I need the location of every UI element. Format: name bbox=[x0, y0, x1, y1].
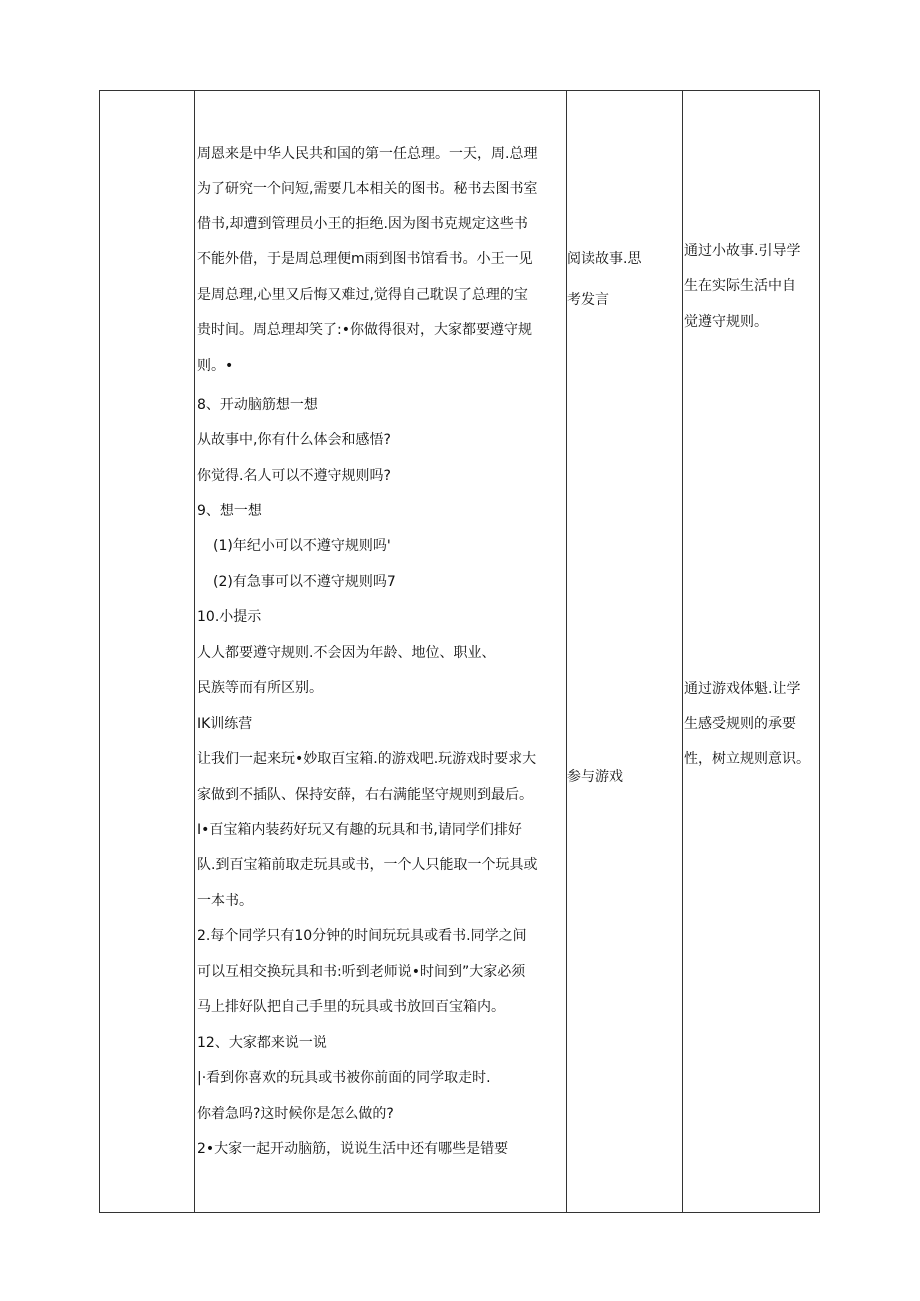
content-line: 是周总理,心里又后悔又难过,觉得自己耽误了总理的宝 bbox=[197, 287, 528, 303]
question-item: (2)有急事可以不遵守规则吗7 bbox=[213, 574, 396, 590]
story-intent-text: 生在实际生活中自 bbox=[684, 278, 796, 294]
content-line: 周恩来是中华人民共和国的第一任总理。一天，周.总理 bbox=[197, 146, 538, 162]
story-activity-label: 阅读故事.思 bbox=[567, 251, 642, 267]
content-line: 你觉得.名人可以不遵守规则吗? bbox=[197, 468, 391, 484]
game-intent-text: 生感受规则的承要 bbox=[684, 716, 796, 732]
rule-item: 2.每个同学只有10分钟的时间玩玩具或看书.同学之间 bbox=[197, 928, 527, 944]
section-heading: 10.小提示 bbox=[197, 609, 262, 625]
game-intent-text: 通过游戏体魁.让学 bbox=[684, 681, 801, 697]
content-line: 民族等而有所区别。 bbox=[197, 680, 323, 696]
content-line: 从故事中,你有什么体会和感悟? bbox=[197, 432, 391, 448]
content-line: 则。• bbox=[197, 358, 234, 374]
story-intent-text: 通过小故事.引导学 bbox=[684, 243, 801, 259]
content-line: 人人都要遵守规则.不会因为年龄、地位、职业、 bbox=[197, 645, 496, 661]
section-heading: IK训练营 bbox=[197, 716, 253, 732]
content-line: 可以互相交换玩具和书:听到老师说•时间到”大家必须 bbox=[197, 964, 526, 980]
game-intent-text: 性，树立规则意识。 bbox=[684, 751, 810, 767]
section-heading: 8、开动脑筋想一想 bbox=[197, 397, 318, 413]
content-line: 贵时间。周总理却笑了:•你做得很对，大家都要遵守规 bbox=[197, 322, 532, 338]
design-intent-cell bbox=[684, 91, 819, 1212]
content-line: 让我们一起来玩•妙取百宝箱.的游戏吧.玩游戏时要求大 bbox=[197, 751, 537, 767]
empty-first-column-cell bbox=[100, 91, 194, 1212]
content-line: 你着急吗?这时候你是怎么做的? bbox=[197, 1106, 394, 1122]
content-line: 家做到不插队、保持安薛，右右满能坚守规则到最后。 bbox=[197, 787, 533, 803]
question-item: (1)年纪小可以不遵守规则吗' bbox=[213, 538, 391, 554]
rule-item: I•百宝箱内装药好玩又有趣的玩具和书,请同学们排好 bbox=[197, 822, 522, 838]
content-line: 为了研究一个问短,需要几本相关的图书。秘书去图书室 bbox=[197, 181, 538, 197]
section-heading: 12、大家都来说一说 bbox=[197, 1035, 327, 1051]
game-activity-label: 参与游戏 bbox=[567, 769, 623, 785]
content-line: 不能外借，于是周总理便m雨到图书馆看书。小王一见 bbox=[197, 251, 533, 267]
column-divider bbox=[194, 91, 195, 1212]
content-line: 借书,却遭到管理员小王的拒绝.因为图书克规定这些书 bbox=[197, 216, 528, 232]
column-divider bbox=[682, 91, 683, 1212]
story-activity-label: 考发言 bbox=[567, 292, 609, 308]
content-line: 马上排好队把自己手里的玩具或书放回百宝箱内。 bbox=[197, 999, 505, 1015]
student-activity-cell bbox=[567, 91, 682, 1212]
teaching-content-cell bbox=[197, 91, 565, 1212]
content-line: 队.到百宝箱前取走玩具或书，一个人只能取一个玩具或 bbox=[197, 857, 538, 873]
discussion-item: |·看到你喜欢的玩具或书被你前面的同学取走时. bbox=[197, 1070, 491, 1086]
content-line: 一本书。 bbox=[197, 893, 253, 909]
lesson-table bbox=[99, 90, 820, 1213]
section-heading: 9、想一想 bbox=[197, 503, 262, 519]
story-intent-text: 觉遵守规则。 bbox=[684, 314, 768, 330]
discussion-item: 2•大家一起开动脑筋，说说生活中还有哪些是错要 bbox=[197, 1141, 509, 1157]
